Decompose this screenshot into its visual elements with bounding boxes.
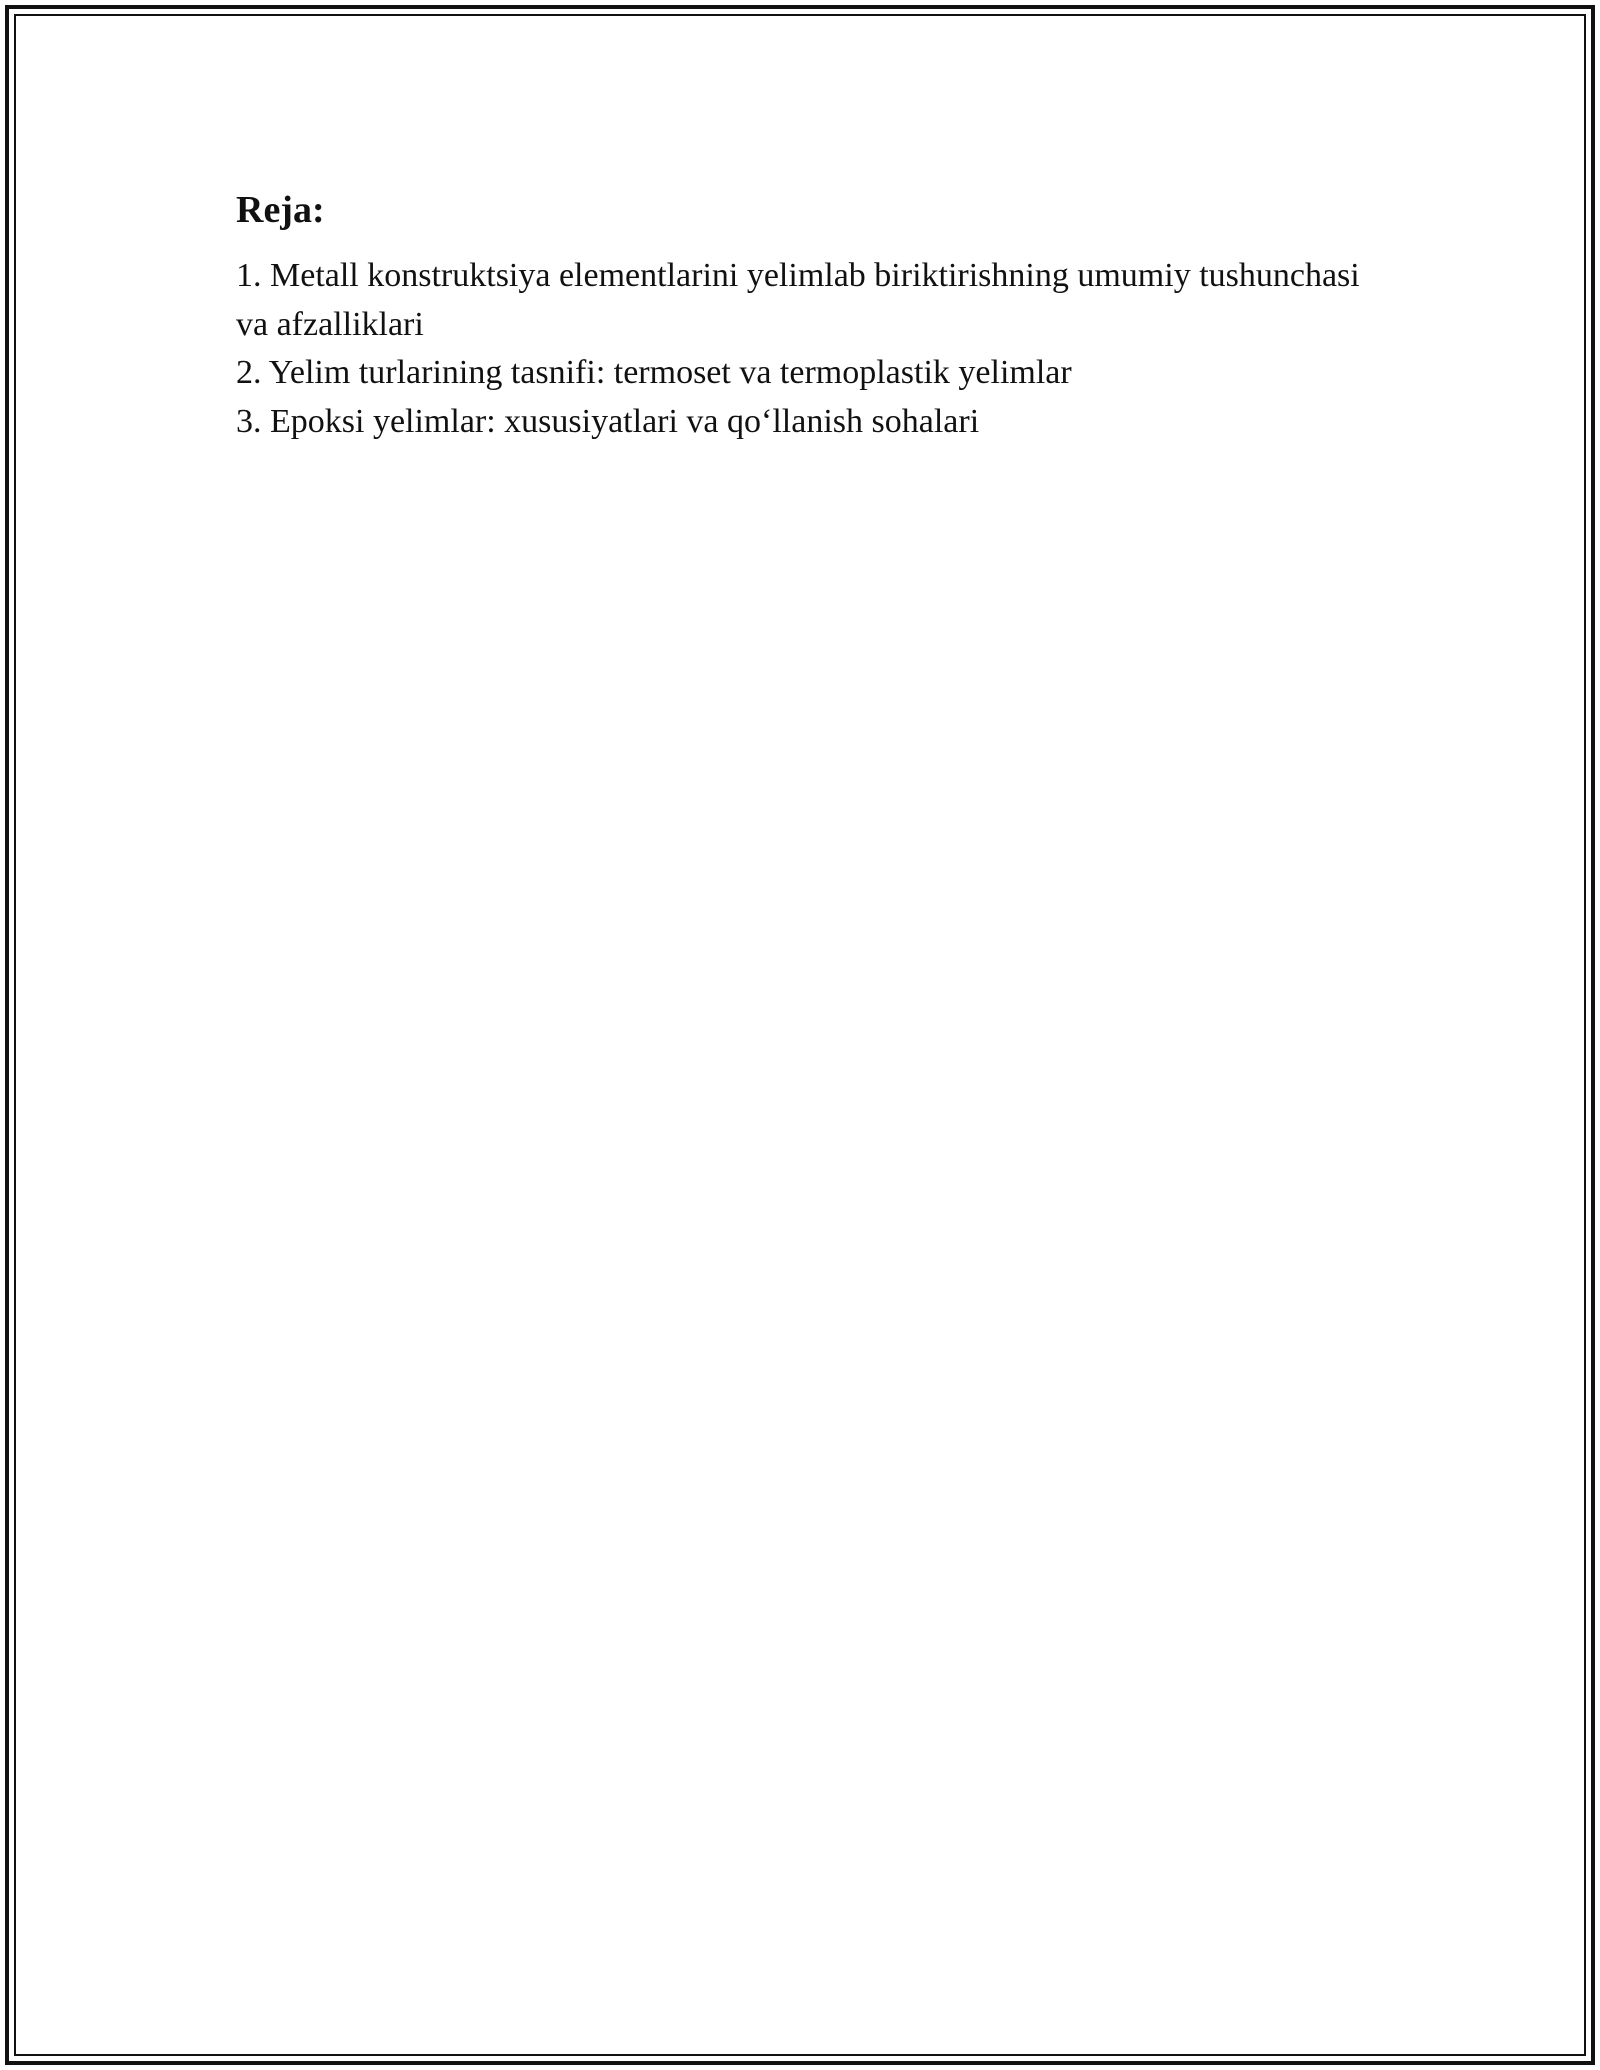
- plan-list: [236, 252, 1376, 446]
- page-content: [236, 186, 1376, 446]
- plan-heading: Reja:: [236, 189, 325, 231]
- plan-item-2: 2. Yelim turlarining tasnifi: termoset va termoplastik yelimlar: [236, 354, 1072, 391]
- plan-item-1: 1. Metall konstruktsiya elementlarini yelimlab biriktirishning umumiy tushunchasi va afzalliklari: [236, 257, 1360, 343]
- plan-item-3: 3. Epoksi yelimlar: xususiyatlari va qo‘llanish sohalari: [236, 402, 980, 440]
